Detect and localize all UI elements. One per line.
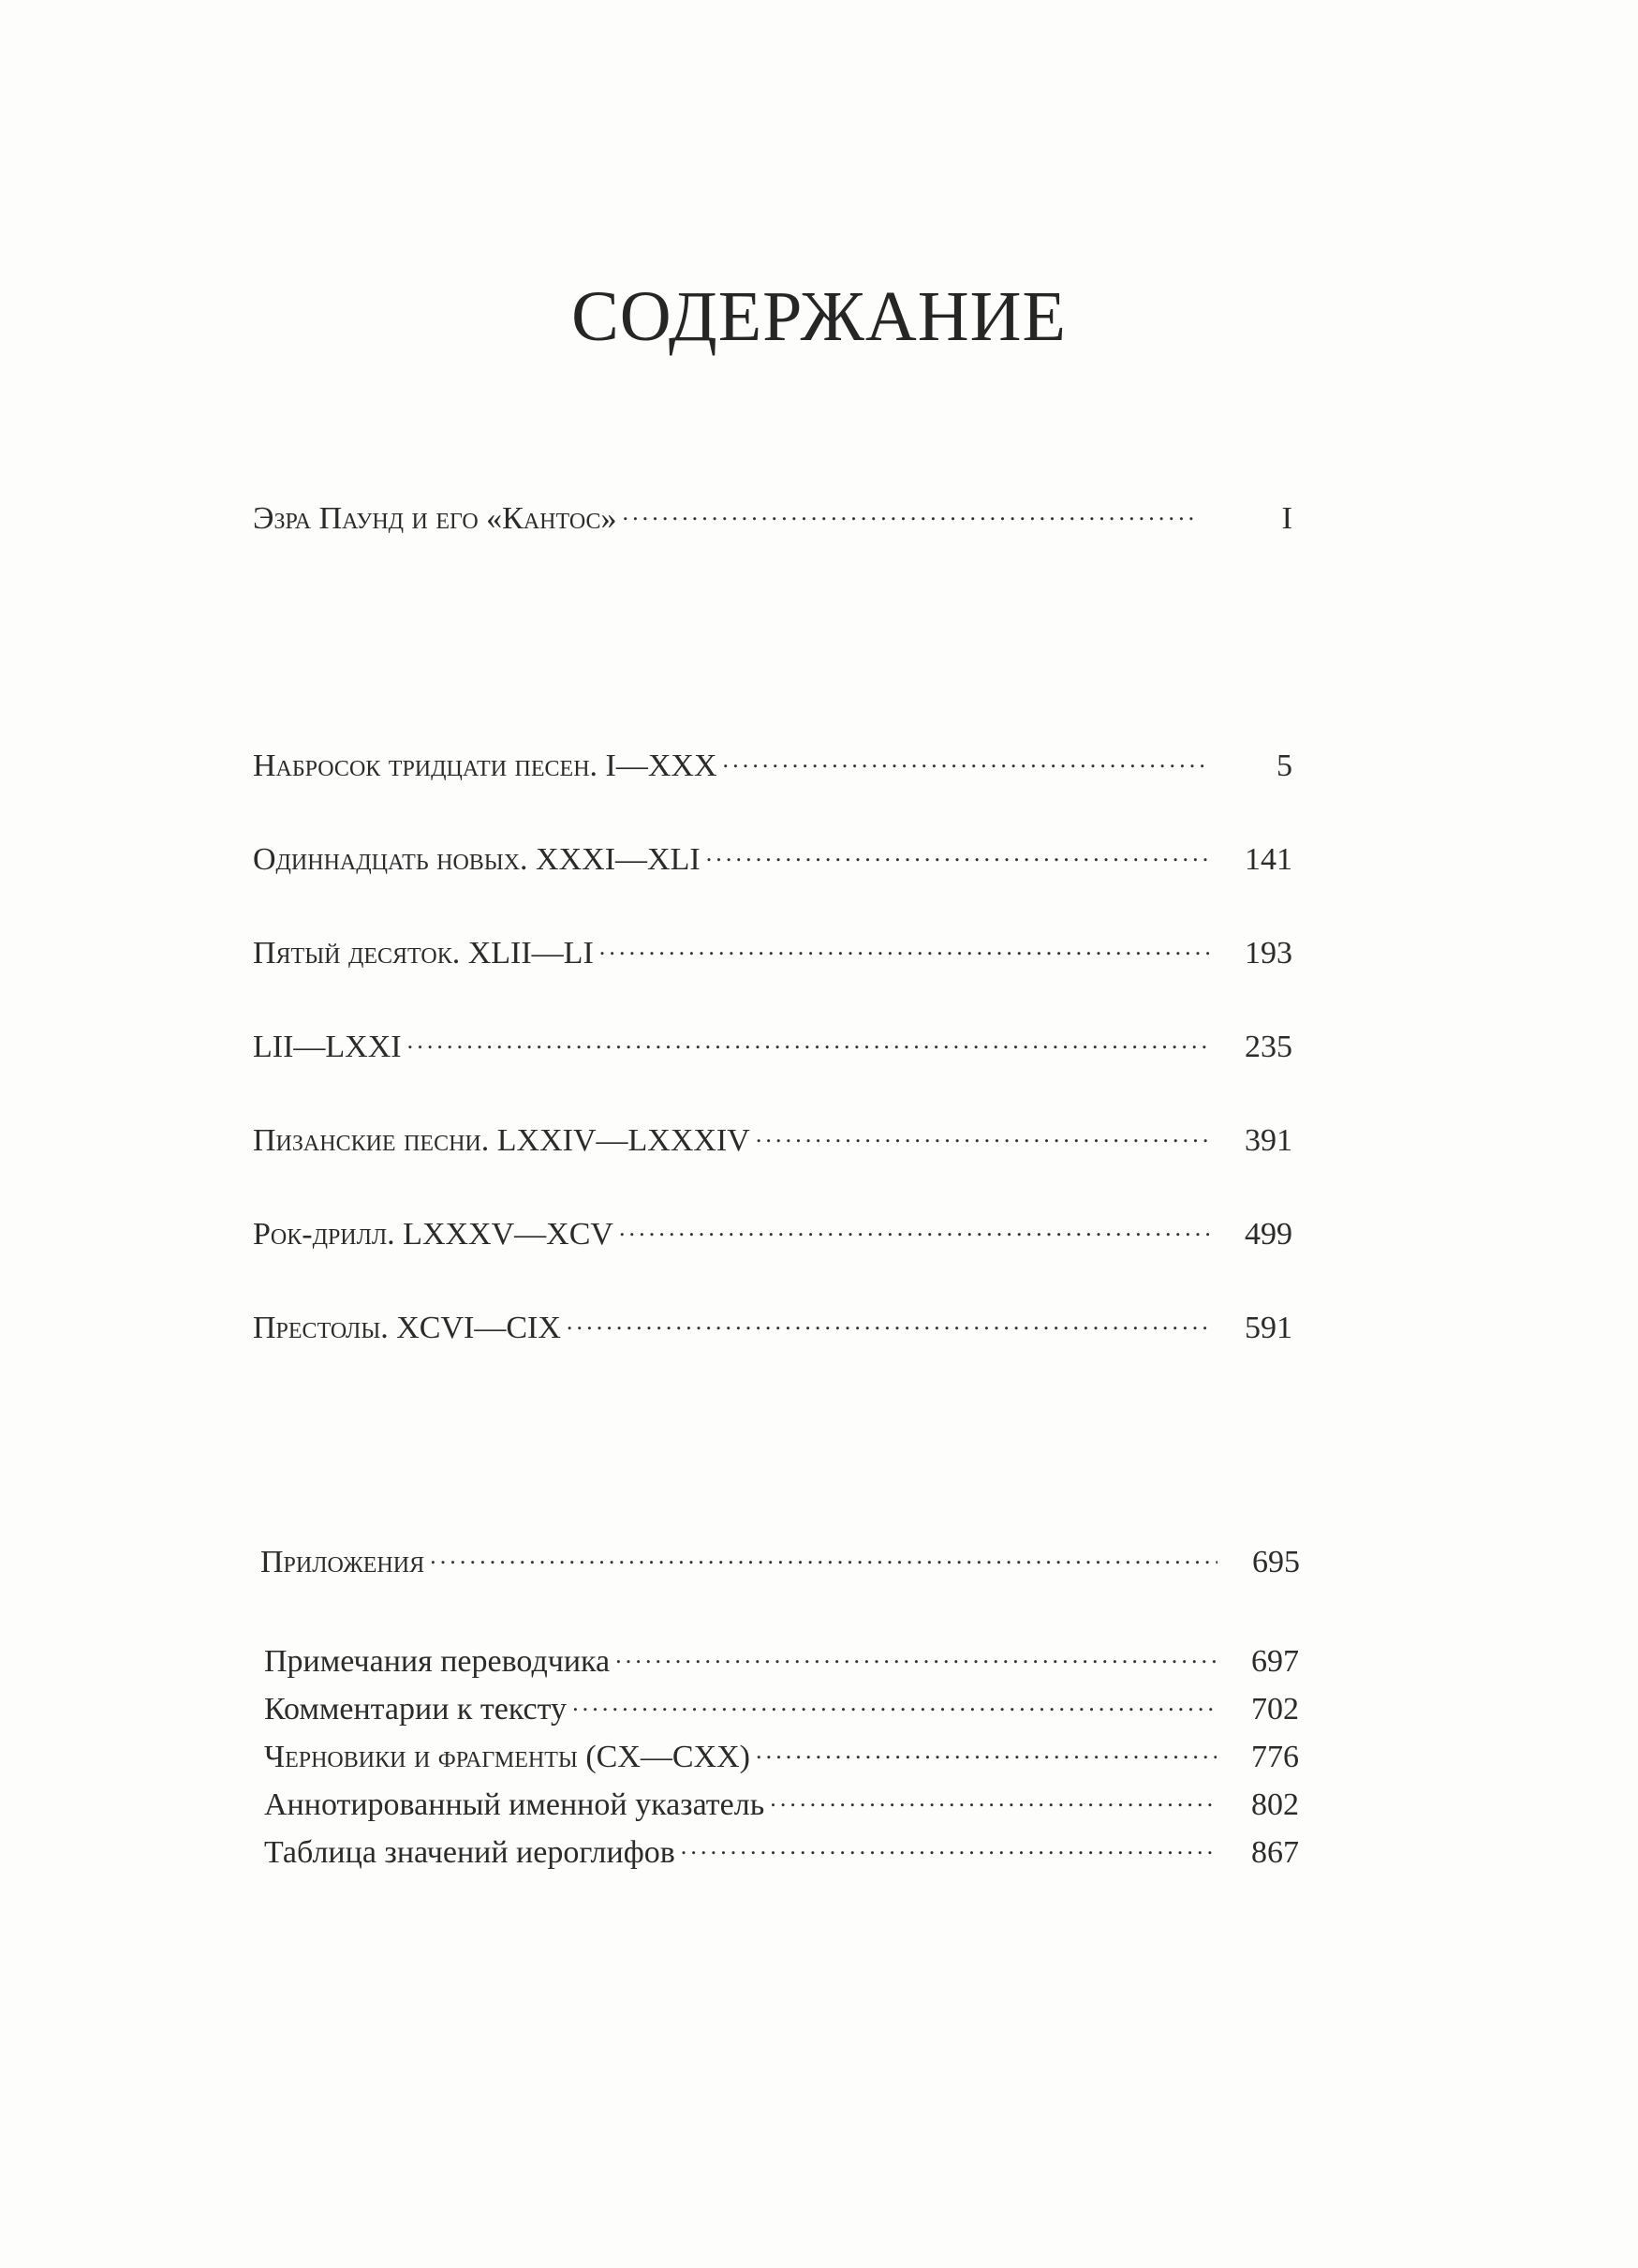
- dot-leader: [622, 495, 1199, 528]
- toc-entry-page: 802: [1251, 1786, 1299, 1822]
- dot-leader: [567, 1304, 1210, 1338]
- toc-entry-title: Одиннадцать новых. XXXI—XLI: [253, 841, 701, 877]
- toc-entry-page: I: [1281, 500, 1292, 536]
- toc-entry-page: 697: [1251, 1643, 1299, 1679]
- toc-entry-intro[interactable]: [253, 495, 1292, 541]
- toc-entry-title: Эзра Паунд и его «Кантос»: [253, 500, 617, 536]
- toc-entry-section[interactable]: [253, 836, 1292, 882]
- toc-entry-page: 695: [1252, 1544, 1300, 1579]
- toc-entry-page: 591: [1245, 1310, 1292, 1345]
- toc-entry-section[interactable]: [253, 1210, 1292, 1257]
- page-title: СОДЕРЖАНИЕ: [571, 277, 1067, 356]
- toc-entry-title: Таблица значений иероглифов: [264, 1834, 675, 1870]
- toc-entry-page: 391: [1245, 1122, 1292, 1158]
- toc-entry-section[interactable]: [253, 1023, 1292, 1070]
- toc-entry-appendix[interactable]: [260, 1538, 1300, 1585]
- dot-leader: [407, 1023, 1210, 1057]
- dot-leader: [706, 836, 1210, 869]
- toc-entry-page: 235: [1245, 1029, 1292, 1064]
- toc-entry-page: 702: [1251, 1691, 1299, 1727]
- toc-entry-title: Пизанские песни. LXXIV—LXXXIV: [253, 1122, 750, 1158]
- dot-leader: [723, 742, 1210, 776]
- dot-leader: [572, 1685, 1217, 1719]
- toc-entry-section[interactable]: [253, 1304, 1292, 1351]
- toc-entry-appendix-item[interactable]: [264, 1638, 1299, 1681]
- toc-entry-appendix-item[interactable]: [264, 1685, 1299, 1728]
- toc-entry-title: Пятый десяток. XLII—LI: [253, 935, 594, 971]
- toc-entry-title: Престолы. XCVI—CIX: [253, 1310, 561, 1345]
- toc-entry-section[interactable]: [253, 929, 1292, 976]
- dot-leader: [756, 1117, 1210, 1150]
- toc-entry-title: Рок-дрилл. LXXXV—XCV: [253, 1216, 613, 1252]
- toc-entry-section[interactable]: [253, 1117, 1292, 1164]
- toc-entry-appendix-item[interactable]: [264, 1781, 1299, 1824]
- toc-entry-title: Комментарии к тексту: [264, 1691, 568, 1727]
- toc-entry-page: 867: [1251, 1834, 1299, 1870]
- dot-leader: [756, 1733, 1217, 1767]
- toc-entry-title: Черновики и фрагменты (CX—CXX): [264, 1739, 750, 1774]
- toc-entry-appendix-item[interactable]: [264, 1829, 1299, 1872]
- dot-leader: [770, 1781, 1217, 1815]
- toc-entry-appendix-item[interactable]: [264, 1733, 1299, 1776]
- toc-entry-section[interactable]: [253, 742, 1292, 789]
- toc-entry-title: LII—LXXI: [253, 1029, 402, 1064]
- dot-leader: [619, 1210, 1210, 1244]
- toc-entry-page: 499: [1245, 1216, 1292, 1252]
- dot-leader: [681, 1829, 1217, 1862]
- toc-entry-title: Набросок тридцати песен. I—XXX: [253, 748, 717, 783]
- toc-entry-page: 141: [1245, 841, 1292, 877]
- toc-entry-title: Аннотированный именной указатель: [264, 1786, 765, 1822]
- toc-entry-title: Примечания переводчика: [264, 1643, 611, 1679]
- toc-entry-page: 5: [1276, 748, 1292, 783]
- dot-leader: [615, 1638, 1217, 1671]
- toc-entry-page: 193: [1245, 935, 1292, 971]
- toc-entry-page: 776: [1251, 1739, 1299, 1774]
- dot-leader: [599, 929, 1210, 963]
- dot-leader: [430, 1538, 1217, 1572]
- toc-entry-title: Приложения: [260, 1544, 425, 1579]
